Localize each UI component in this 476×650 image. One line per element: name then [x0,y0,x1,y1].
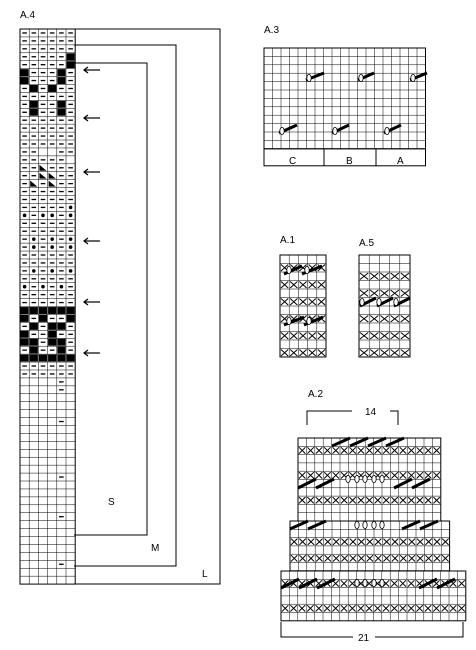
bobble-dot [50,245,54,249]
black-square [57,101,65,108]
yarn-over-oval [355,579,359,586]
yarn-over-oval [307,317,311,324]
bobble-dot [69,214,73,218]
black-square [21,315,29,322]
yarn-over-oval [380,579,384,586]
black-square [48,323,56,330]
black-square [30,323,38,330]
size-brackets [74,29,220,584]
chart-a3 [264,48,427,166]
black-square [21,339,29,346]
bobble-dot [50,269,54,273]
bobble-dot [32,245,36,249]
black-square [67,315,75,322]
yarn-over-oval [287,266,291,273]
size-label-s: S [108,497,115,508]
bobble-dot [60,285,64,289]
black-square [57,355,65,362]
yarn-over-oval [355,475,359,482]
black-square [21,331,29,338]
bobble-dot [23,214,27,218]
black-square [57,69,65,76]
bobble-dot [69,206,73,210]
yarn-over-oval [280,127,284,134]
black-square [48,307,56,314]
a2-top-count: 14 [365,407,377,418]
bobble-dot [41,214,45,218]
bobble-dot [32,269,36,273]
row-arrows [84,67,100,356]
chart-a4 [20,29,75,584]
a2-bottom-count: 21 [358,633,370,644]
black-square [30,339,38,346]
yarn-over-oval [305,266,309,273]
bobble-dot [23,285,27,289]
black-square [67,307,75,314]
black-square [57,109,65,116]
a5-title: A.5 [359,238,375,249]
bobble-dot [41,285,45,289]
yarn-over-oval [360,298,364,305]
black-square [57,77,65,84]
black-square [39,355,47,362]
yarn-over-oval [394,298,398,305]
chart-a5 [359,255,410,357]
a2-title: A.2 [308,389,324,400]
yarn-over-oval [307,74,311,81]
black-square [67,61,75,68]
bobble-dot [69,237,73,241]
a3-column-b: B [346,156,353,167]
chart-a1 [280,255,326,357]
bobble-dot [50,237,54,241]
yarn-over-oval [372,475,376,482]
bobble-dot [32,237,36,241]
black-square [30,101,38,108]
black-square [48,331,56,338]
yarn-over-oval [377,298,381,305]
black-square [21,69,29,76]
black-square [30,355,38,362]
black-square [48,355,56,362]
size-label-l: L [202,569,208,580]
yarn-over-oval [287,317,291,324]
black-square [67,53,75,60]
yarn-over-oval [346,475,350,482]
yarn-over-oval [359,74,363,81]
a1-title: A.1 [280,235,296,246]
yarn-over-oval [411,74,415,81]
black-square [57,347,65,354]
bobble-dot [50,214,54,218]
size-label-m: M [151,543,160,554]
black-square [57,307,65,314]
yarn-over-oval [372,579,376,586]
yarn-over-oval [380,521,384,528]
black-square [30,85,38,92]
yarn-over-oval [355,521,359,528]
black-square [48,85,56,92]
chart-a2 [281,438,466,621]
a3-title: A.3 [264,25,280,36]
a4-title: A.4 [20,10,36,21]
black-square [21,77,29,84]
black-square [39,307,47,314]
yarn-over-oval [385,127,389,134]
bobble-dot [69,245,73,249]
black-square [57,339,65,346]
a3-column-a: A [397,156,404,167]
yarn-over-oval [380,475,384,482]
black-square [21,355,29,362]
yarn-over-oval [363,521,367,528]
yarn-over-oval [363,475,367,482]
yarn-over-oval [363,579,367,586]
yarn-over-oval [333,127,337,134]
black-square [48,339,56,346]
bobble-dot [69,269,73,273]
black-square [30,307,38,314]
yarn-over-oval [372,521,376,528]
a3-column-c: C [289,156,297,167]
black-square [67,355,75,362]
black-square [21,307,29,314]
black-square [39,315,47,322]
black-square [30,109,38,116]
black-square [30,347,38,354]
black-square [57,323,65,330]
